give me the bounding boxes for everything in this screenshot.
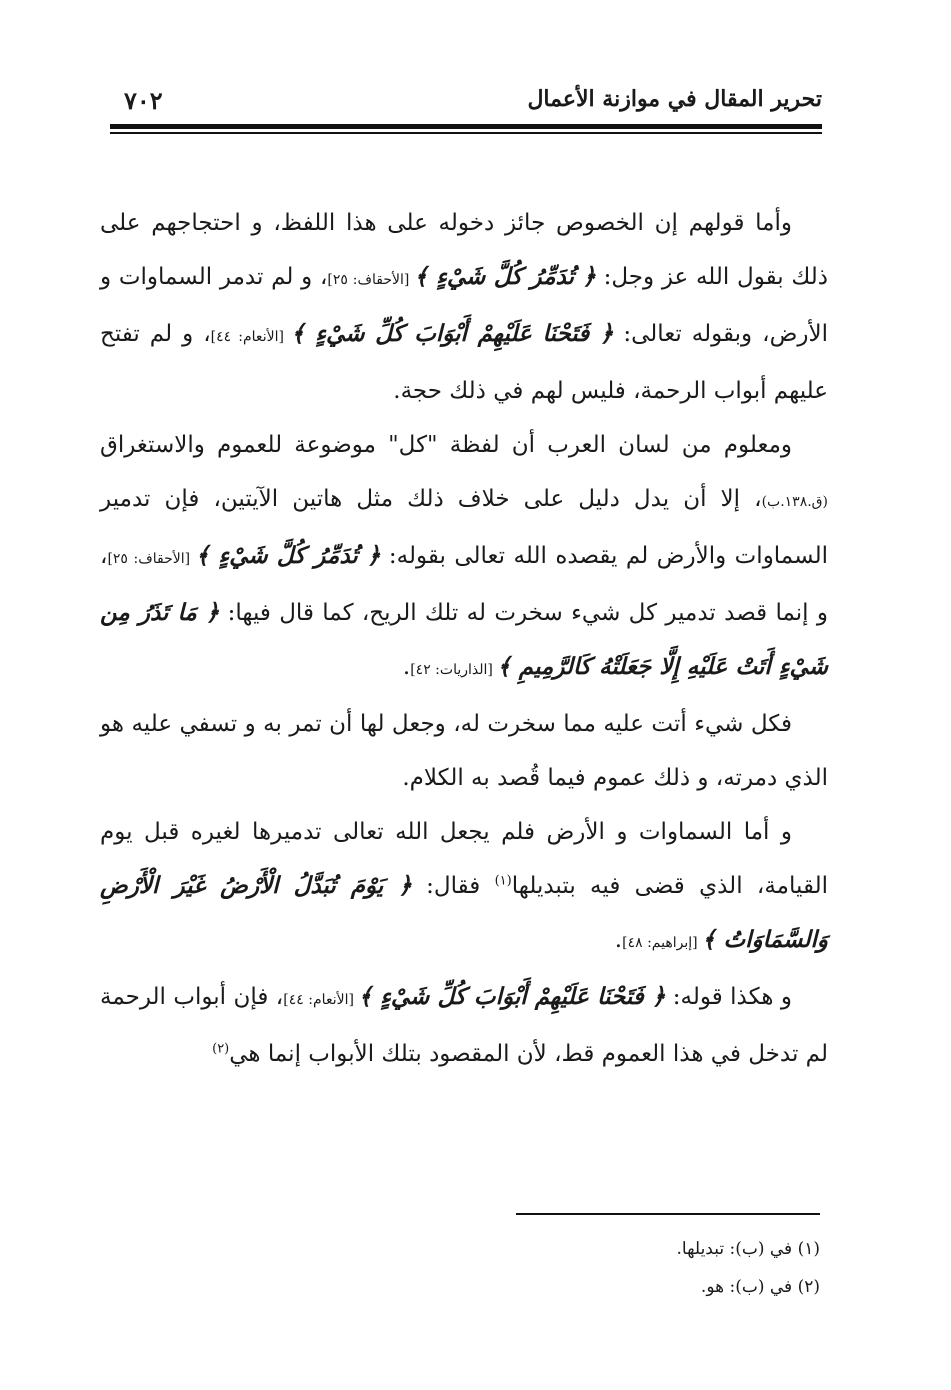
footnote-marker: (٢): [212, 1041, 230, 1057]
text-run: وأما قولهم إن الخصوص جائز دخوله على هذا اللفظ، و احتجاجهم على ذلك بقول الله عز وجل:: [100, 210, 828, 290]
quran-verse: ﴿ فَتَحْنَا عَلَيْهِمْ أَبْوَابَ كُلِّ شَيْءٍ ﴾: [291, 320, 614, 347]
text-run: و أما السماوات و الأرض فلم يجعل الله تعالى تدميرها لغيره قبل يوم القيامة، الذي قضى فيه بتبديلها: [100, 819, 828, 899]
running-header: [110, 86, 822, 120]
verse-reference: [الأنعام: ٤٤]: [283, 992, 359, 1008]
verse-reference: [الأحقاف: ٢٥]: [107, 551, 196, 567]
footnote: (١) في (ب): تبديلها.: [676, 1239, 820, 1259]
header-rule-thin: [110, 132, 822, 134]
verse-reference: [الذاريات: ٤٢]: [410, 662, 498, 678]
paragraph: [100, 196, 828, 418]
quran-verse: ﴿ يَوْمَ تُبَدَّلُ الْأَرْضُ غَيْرَ الْأَرْضِ وَالسَّمَاوَاتُ ﴾: [100, 872, 828, 953]
quran-verse: ﴿ فَتَحْنَا عَلَيْهِمْ أَبْوَابَ كُلِّ شَيْءٍ ﴾: [358, 983, 666, 1010]
paragraph: [100, 697, 828, 805]
footnote: (٢) في (ب): هو.: [700, 1277, 820, 1297]
paragraph: [100, 970, 828, 1081]
quran-verse: ﴿ تُدَمِّرُ كُلَّ شَيْءٍ ﴾: [414, 263, 596, 290]
footnote-separator: [516, 1213, 820, 1215]
quran-verse: ﴿ تُدَمِّرُ كُلَّ شَيْءٍ ﴾: [195, 542, 381, 569]
text-run: ، و لم تفتح عليهم أبواب الرحمة، فليس لهم في ذلك حجة.: [100, 321, 828, 404]
book-title: تحرير المقال في موازنة الأعمال: [527, 86, 822, 112]
text-run: ، و لم تدمر السماوات و الأرض، وبقوله تعالى:: [100, 264, 828, 347]
verse-reference: [الأحقاف: ٢٥]: [327, 272, 415, 288]
text-run: ، و إنما قصد تدمير كل شيء سخرت له تلك الريح، كما قال فيها:: [100, 543, 828, 626]
verse-reference: [الأنعام: ٤٤]: [210, 329, 292, 345]
main-text: [100, 196, 828, 1081]
page-number: ٧٠٢: [124, 86, 163, 115]
verse-reference: [إبراهيم: ٤٨]: [622, 935, 703, 951]
paragraph: [100, 805, 828, 970]
paragraph: [100, 418, 828, 697]
text-run: ، فإن أبواب الرحمة لم تدخل في هذا العموم قط، لأن المقصود بتلك الأبواب إنما هي: [100, 984, 828, 1067]
text-run: ومعلوم من لسان العرب أن لفظة "كل" موضوعة للعموم والاستغراق: [100, 432, 792, 458]
footnotes: [520, 1230, 820, 1306]
text-run: فكل شيء أتت عليه مما سخرت له، وجعل لها أن تمر به و تسفي عليه هو الذي دمرته، و ذلك عموم فيما قُصد به الكلام.: [100, 711, 828, 791]
text-run: و هكذا قوله:: [665, 984, 792, 1010]
header-rule-thick: [110, 124, 822, 129]
quran-verse: ﴿ مَا تَذَرُ مِن شَيْءٍ أَتَتْ عَلَيْهِ إِلَّا جَعَلَتْهُ كَالرَّمِيمِ ﴾: [100, 599, 828, 680]
text-run: ، إلا أن يدل دليل على خلاف ذلك مثل هاتين الآيتين، فإن تدمير السماوات والأرض لم يقصده الله تعالى بقوله:: [100, 486, 829, 569]
footnote-marker: (١): [494, 873, 512, 889]
text-run: .: [402, 654, 411, 680]
verse-reference: (ق.١٣٨.ب): [761, 494, 828, 510]
text-run: فقال:: [411, 873, 495, 899]
text-run: .: [614, 927, 623, 953]
